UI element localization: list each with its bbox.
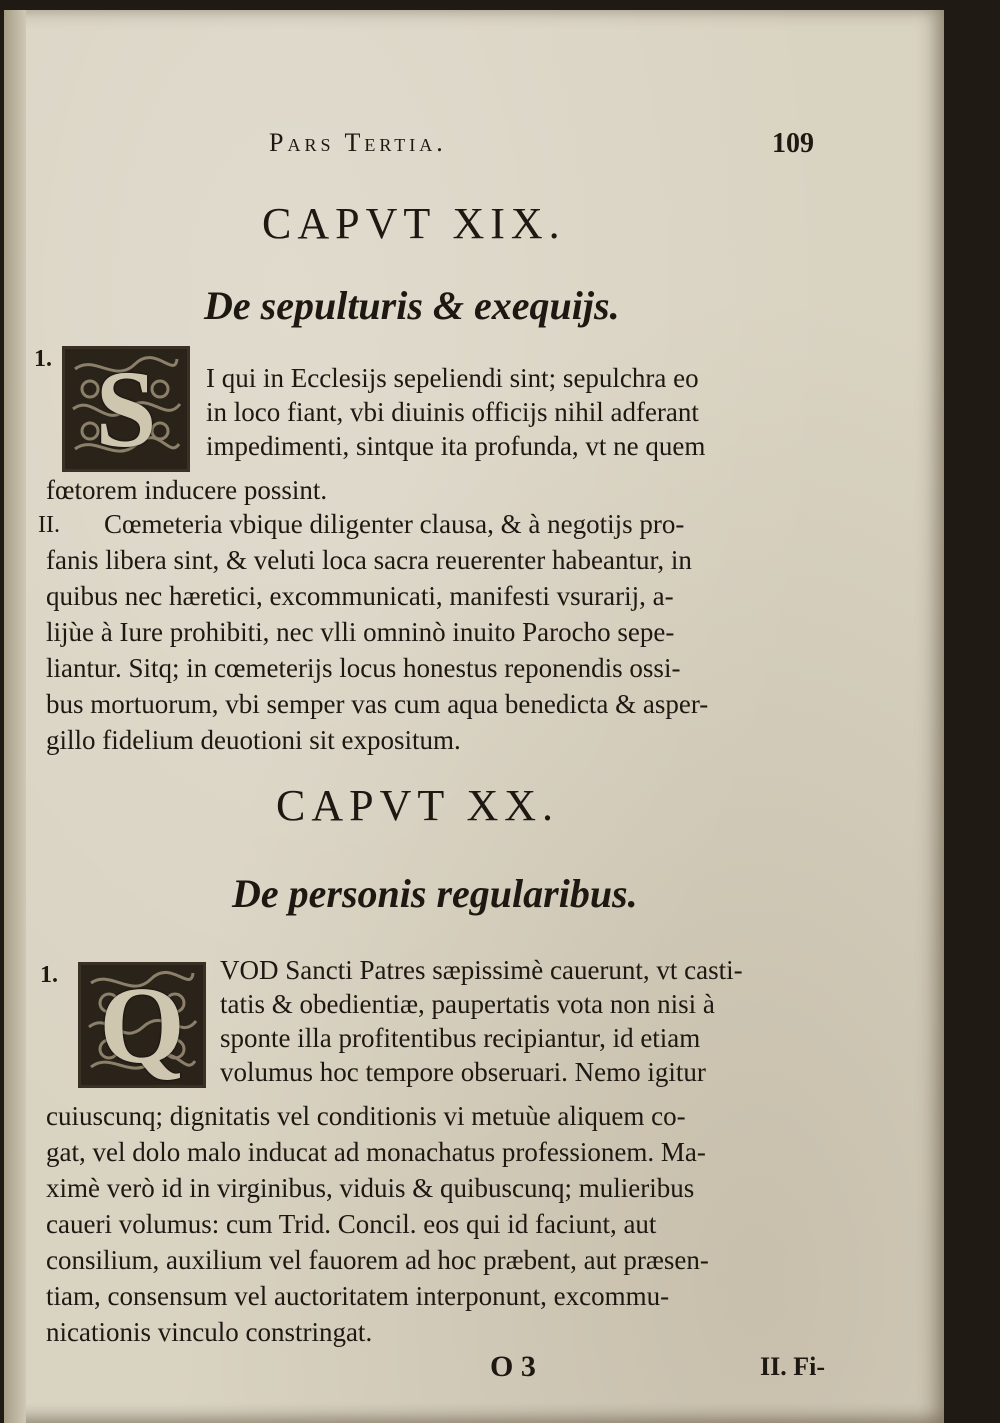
text-line: fanis libera sint, & veluti loca sacra reuerenter habeantur, in	[46, 545, 692, 575]
running-title: Pars Tertia.	[269, 128, 447, 157]
section-number: 1.	[34, 346, 52, 372]
initial-letter: Q	[99, 964, 185, 1086]
section-number: II.	[38, 512, 60, 538]
book-page	[4, 10, 944, 1423]
text-line: tatis & obedientiæ, paupertatis vota non nisi à	[220, 989, 715, 1019]
text-line: lijùe à Iure prohibiti, nec vlli omninò inuito Parocho sepe-	[46, 617, 675, 647]
chapter-title-20: CAPVT XX.	[276, 781, 560, 830]
catchword: II. Fi-	[760, 1352, 825, 1381]
text-line: VOD Sancti Patres sæpissimè cauerunt, vt casti-	[220, 955, 743, 985]
chapter-subtitle-20: De personis regularibus.	[232, 871, 638, 916]
text-line: bus mortuorum, vbi semper vas cum aqua benedicta & asper-	[46, 689, 709, 719]
signature-mark: O 3	[490, 1350, 536, 1383]
text-line: cuiuscunq; dignitatis vel conditionis vi metuùe aliquem co-	[46, 1101, 686, 1131]
text-line: sponte illa profitentibus recipiantur, id etiam	[220, 1023, 701, 1053]
text-line: quibus nec hæretici, excommunicati, manifesti vsurarij, a-	[46, 581, 674, 611]
decorated-initial-s	[62, 346, 190, 472]
text-line: nicationis vinculo constringat.	[46, 1317, 373, 1347]
text-line: gillo fidelium deuotioni sit expositum.	[46, 725, 461, 755]
text-line: Cœmeteria vbique diligenter clausa, & à negotijs pro-	[104, 509, 685, 539]
page-number: 109	[772, 128, 814, 159]
text-line: volumus hoc tempore obseruari. Nemo igitur	[220, 1057, 706, 1087]
text-line: consilium, auxilium vel fauorem ad hoc præbent, aut præsen-	[46, 1245, 709, 1275]
chapter-title-19: CAPVT XIX.	[262, 199, 566, 248]
text-line: tiam, consensum vel auctoritatem interponunt, excommu-	[46, 1281, 670, 1311]
initial-letter: S	[95, 348, 157, 470]
text-line: liantur. Sitq; in cœmeterijs locus honestus reponendis ossi-	[46, 653, 681, 683]
decorated-initial-q	[78, 962, 206, 1088]
section-number: 1.	[40, 962, 58, 988]
text-line: I qui in Ecclesijs sepeliendi sint; sepulchra eo	[206, 363, 699, 393]
text-line: in loco fiant, vbi diuinis officijs nihil adferant	[206, 397, 699, 427]
page-edge	[4, 10, 26, 1423]
text-line: gat, vel dolo malo inducat ad monachatus professionem. Ma-	[46, 1137, 706, 1167]
text-line: fœtorem inducere possint.	[46, 475, 328, 505]
text-line: caueri volumus: cum Trid. Concil. eos qui id faciunt, aut	[46, 1209, 657, 1239]
text-line: impedimenti, sintque ita profunda, vt ne quem	[206, 431, 706, 461]
chapter-subtitle-19: De sepulturis & exequijs.	[204, 283, 620, 328]
text-line: ximè verò id in virginibus, viduis & quibuscunq; mulieribus	[46, 1173, 695, 1203]
